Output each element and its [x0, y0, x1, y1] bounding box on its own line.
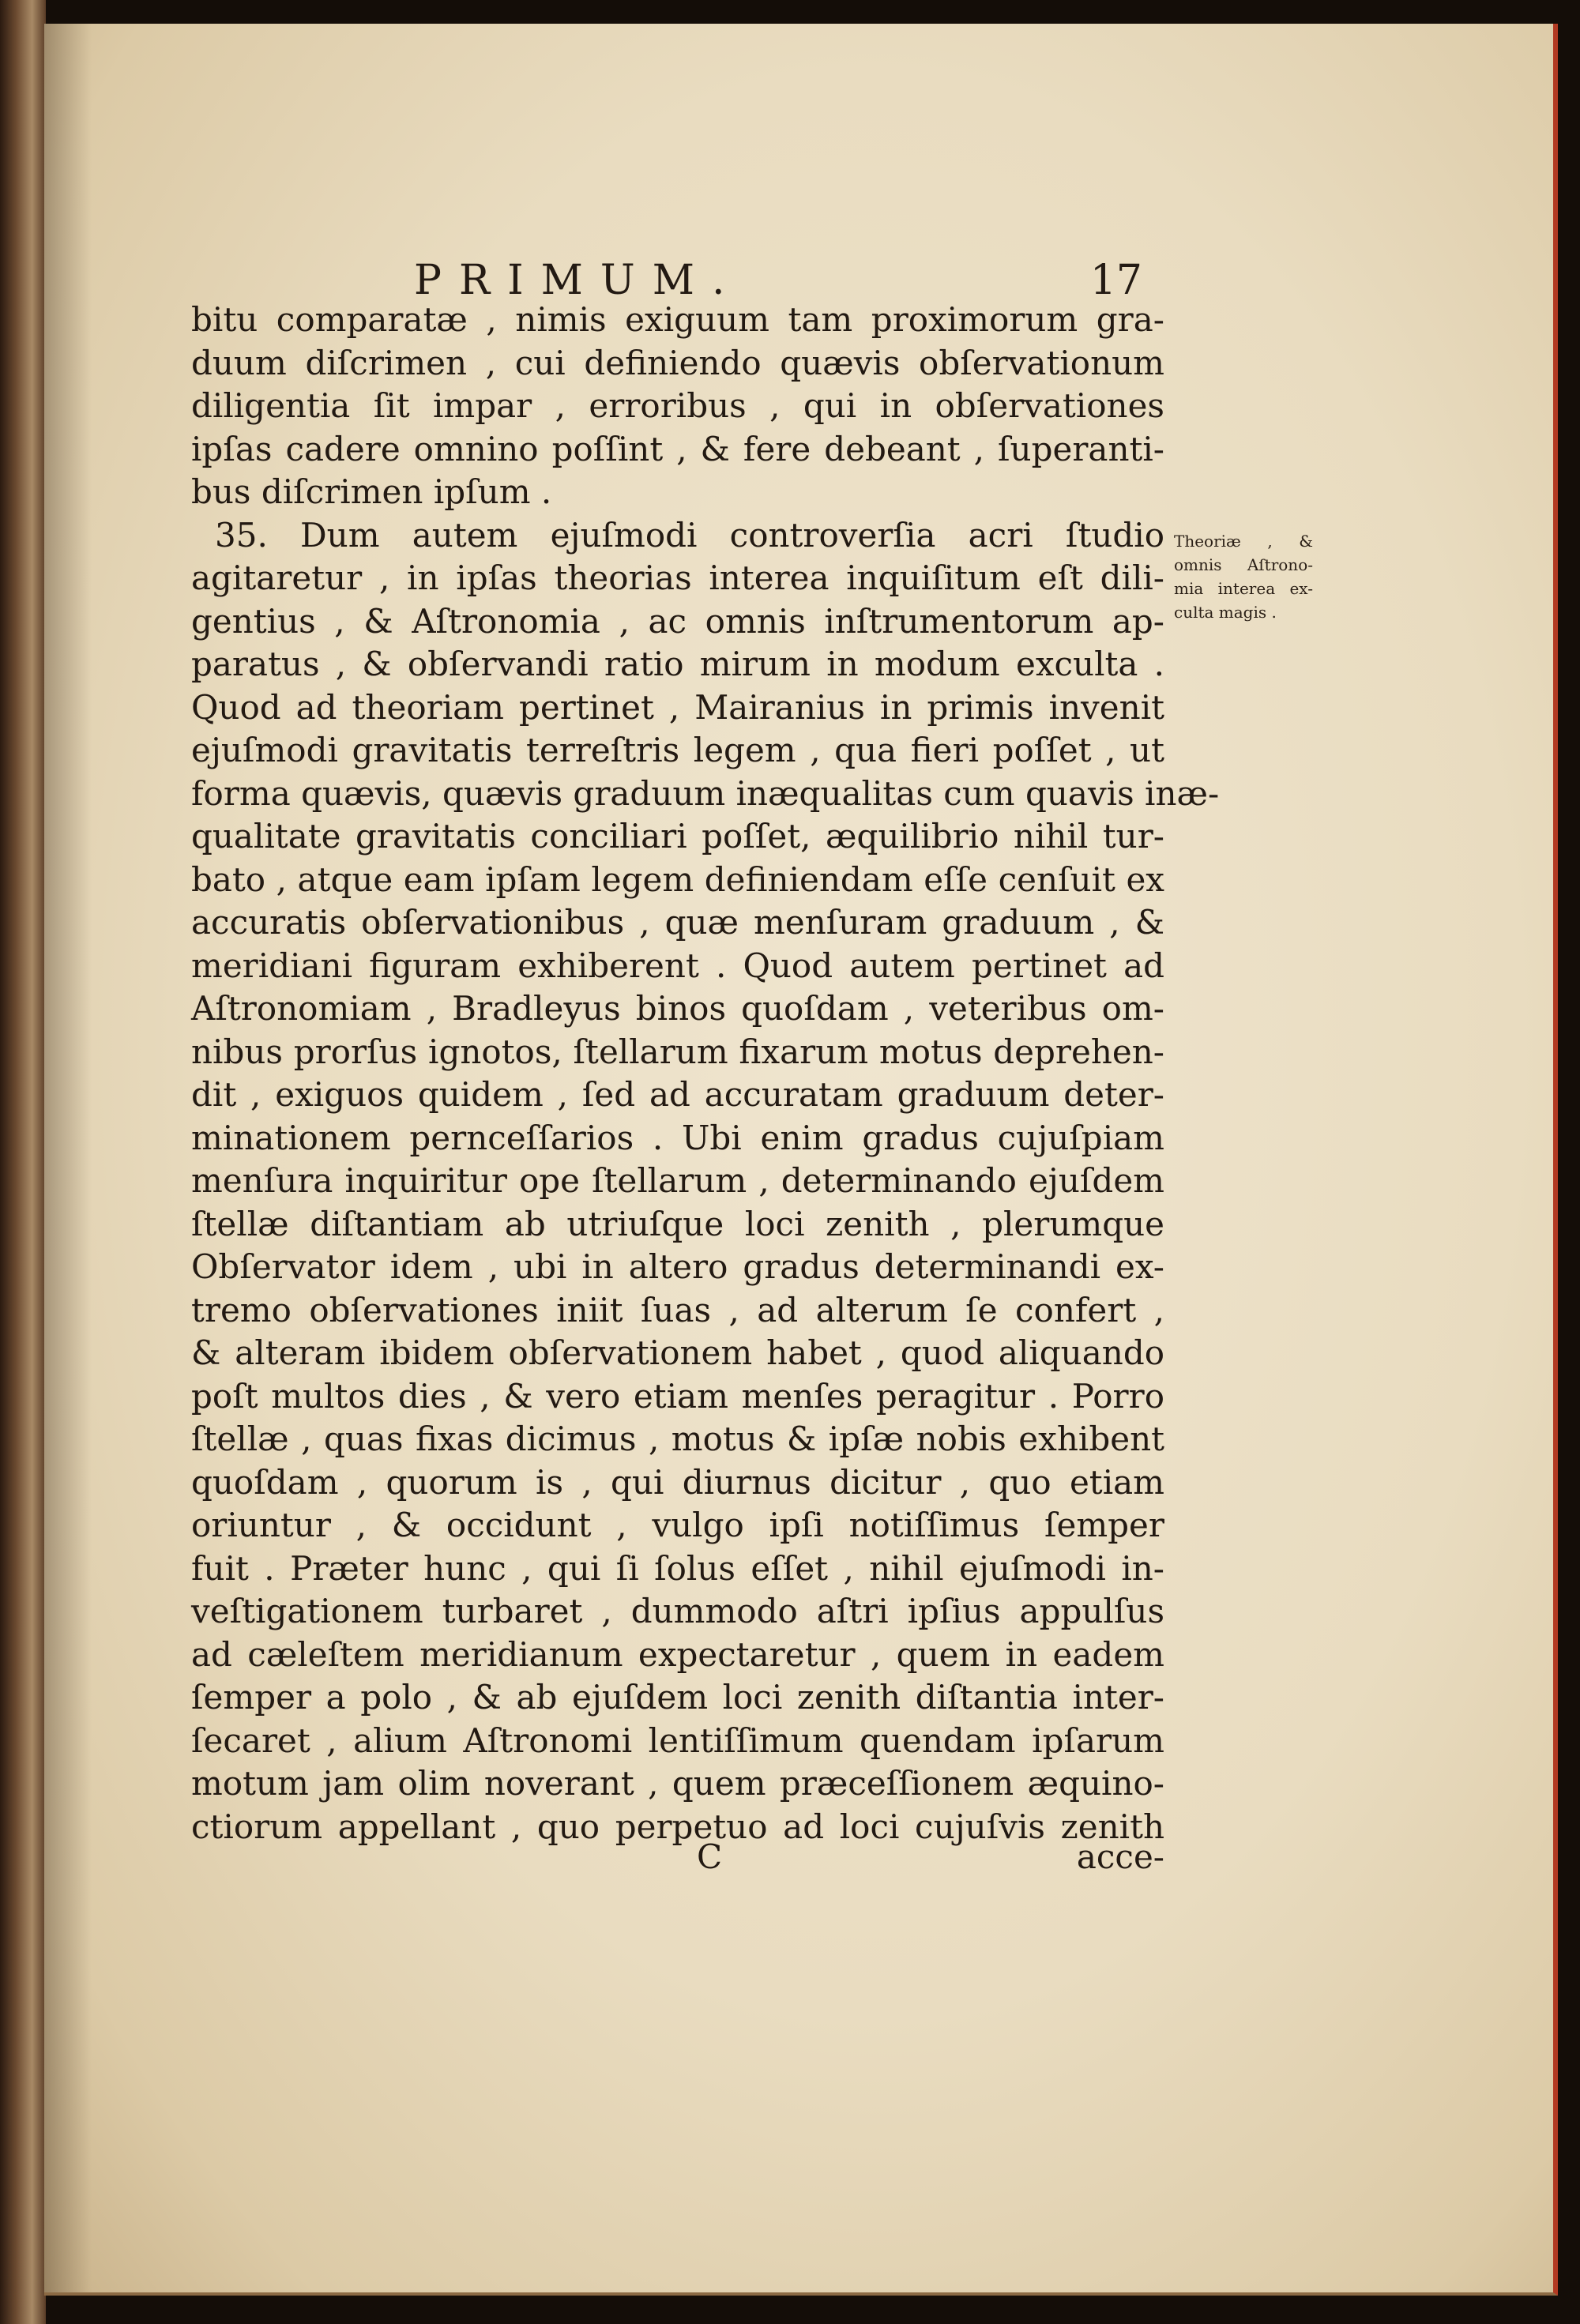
- text-line: meridiani figuram exhiberent . Quod autem pertinet ad: [191, 946, 1164, 985]
- text-line: ad cæleſtem meridianum expectaretur , quem in eadem: [191, 1634, 1164, 1674]
- text-line: bitu comparatæ , nimis exiguum tam proximorum gra-: [191, 300, 1164, 339]
- text-line: tremo obſervationes iniit ſuas , ad alterum ſe confert ,: [191, 1290, 1164, 1329]
- page-footer: [191, 1837, 1164, 1885]
- text-line: accuratis obſervationibus , quæ menſuram graduum , &: [191, 903, 1164, 942]
- running-head: PRIMUM.: [414, 257, 743, 304]
- text-line: ſtellæ diſtantiam ab utriuſque loci zenith , plerumque: [191, 1204, 1164, 1243]
- marginal-note-line: omnis Aſtrono-: [1174, 555, 1313, 574]
- marginal-note-line: culta magis .: [1174, 603, 1277, 622]
- body-text: [191, 299, 1220, 1848]
- text-line: qualitate gravitatis conciliari poſſet, æquilibrio nihil tur-: [191, 817, 1164, 856]
- text-line: diligentia ſit impar , erroribus , qui in obſervationes: [191, 386, 1164, 425]
- page-number: 17: [1089, 257, 1142, 304]
- text-line: menſura inquiritur ope ſtellarum , determinando ejuſdem: [191, 1161, 1164, 1200]
- text-line: motum jam olim noverant , quem præceſſionem æquino-: [191, 1764, 1164, 1803]
- text-line: bato , atque eam ipſam legem definiendam eſſe cenſuit ex: [191, 859, 1164, 899]
- text-line: veſtigationem turbaret , dummodo aſtri ipſius appulſus: [191, 1592, 1164, 1630]
- text-line: ſecaret , alium Aſtronomi lentiſſimum quendam ipſarum: [191, 1720, 1164, 1760]
- text-line: nibus prorſus ignotos, ſtellarum fixarum motus deprehen-: [191, 1032, 1164, 1071]
- text-line: Obſervator idem , ubi in altero gradus determinandi ex-: [191, 1247, 1164, 1286]
- text-line: ctiorum appellant , quo perpetuo ad loci cujuſvis zenith: [191, 1807, 1164, 1846]
- text-line: paratus , & obſervandi ratio mirum in modum exculta .: [191, 645, 1164, 683]
- text-line: gentius , & Aſtronomia , ac omnis inſtrumentorum ap-: [191, 601, 1164, 641]
- text-line: ejuſmodi gravitatis terreſtris legem , qua fieri poſſet , ut: [191, 731, 1164, 769]
- marginal-note-line: mia interea ex-: [1174, 579, 1313, 598]
- gutter-shadow: [44, 24, 92, 2292]
- text-line: forma quævis, quævis graduum inæqualitas cum quavis inæ-: [191, 773, 1220, 813]
- facing-page-edge: [0, 0, 46, 2324]
- text-line: bus diſcrimen ipſum .: [191, 472, 552, 511]
- text-line: Quod ad theoriam pertinet , Mairanius in primis invenit: [191, 687, 1164, 727]
- text-line: & alteram ibidem obſervationem habet , quod aliquando: [191, 1333, 1164, 1372]
- text-line: ſtellæ , quas fixas dicimus , motus & ipſæ nobis exhibent: [191, 1420, 1164, 1458]
- text-line: quoſdam , quorum is , qui diurnus dicitur , quo etiam: [191, 1462, 1164, 1502]
- text-line: agitaretur , in ipſas theorias interea inquiſitum eſt dili-: [191, 558, 1164, 597]
- text-line: Aſtronomiam , Bradleyus binos quoſdam , veteribus om-: [191, 989, 1164, 1028]
- text-line: duum diſcrimen , cui definiendo quævis obſervationum: [191, 343, 1164, 382]
- marginal-note-line: Theoriæ , &: [1174, 532, 1313, 551]
- signature-mark: C: [697, 1837, 723, 1876]
- text-line: fuit . Præter hunc , qui ſi ſolus eſſet , nihil ejuſmodi in-: [191, 1548, 1164, 1588]
- text-line: oriuntur , & occidunt , vulgo ipſi notiſſimus ſemper: [191, 1506, 1164, 1544]
- text-line: ipſas cadere omnino poſſint , & fere debeant , ſuperanti-: [191, 429, 1164, 468]
- text-line: minationem pernceſſarios . Ubi enim gradus cujuſpiam: [191, 1118, 1164, 1157]
- catchword: acce-: [1076, 1837, 1164, 1876]
- text-line: ſemper a polo , & ab ejuſdem loci zenith diſtantia inter-: [191, 1678, 1164, 1717]
- text-line: poſt multos dies , & vero etiam menſes peragitur . Porro: [191, 1376, 1164, 1416]
- marginal-note: [1174, 529, 1313, 624]
- paragraph-35-start: 35. Dum autem ejuſmodi controverſia acri ſtudio: [215, 515, 1164, 555]
- text-line: dit , exiguos quidem , ſed ad accuratam graduum deter-: [191, 1075, 1164, 1114]
